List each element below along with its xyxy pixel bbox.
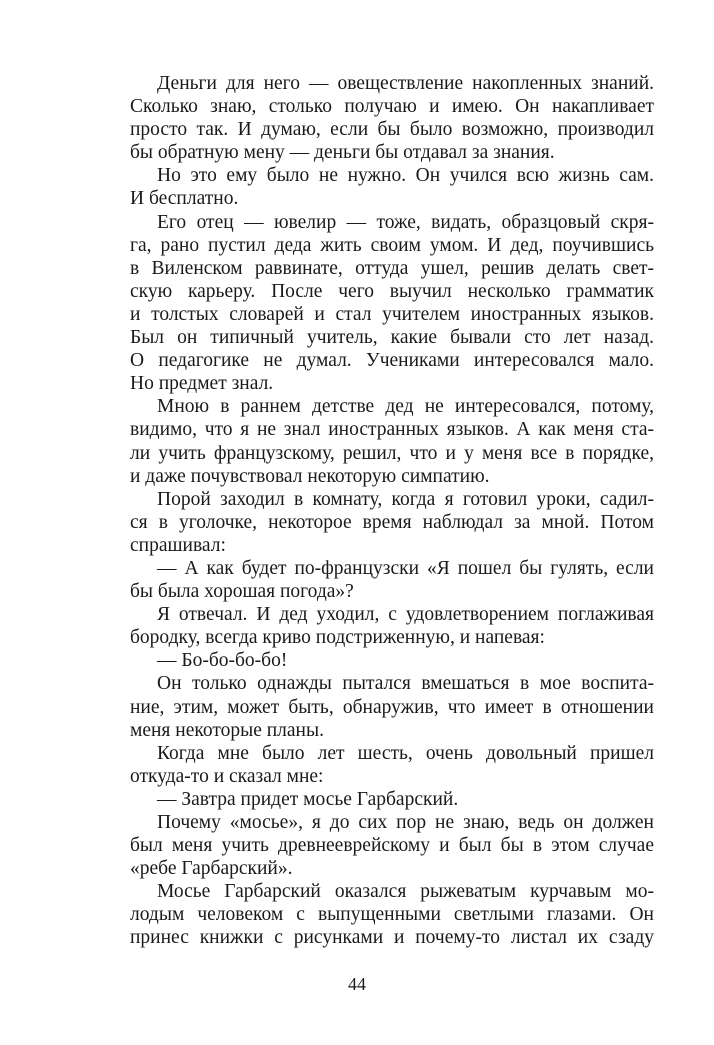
text-line: И бесплатно. <box>130 188 239 210</box>
text-line: «ребе Гарбарский». <box>130 858 293 880</box>
text-line: Когда мне было лет шесть, очень довольный пришел <box>157 742 654 764</box>
text-line: принес книжки с рисунками и почему-то листал их сзаду <box>130 927 654 949</box>
text-line: просто так. И думаю, если бы было возможно, производил <box>130 119 654 141</box>
paragraph <box>130 395 654 487</box>
text-line: ся в уголочке, некоторое время наблюдал за мной. Потом <box>130 511 654 533</box>
text-line: Был он типичный учитель, какие бывали сто лет назад. <box>130 327 654 349</box>
paragraph <box>130 880 654 949</box>
paragraph <box>130 72 654 164</box>
text-line: бы обратную мену — деньги бы отдавал за знания. <box>130 142 555 164</box>
paragraph <box>130 488 654 557</box>
text-line: Но это ему было не нужно. Он учился всю жизнь сам. <box>157 165 654 187</box>
text-line: Деньги для него — овеществление накопленных знаний. <box>157 73 654 94</box>
text-line: Порой заходил в комнату, когда я готовил уроки, садил- <box>157 488 654 510</box>
text-line: О педагогике не думал. Учениками интересовался мало. <box>130 350 654 372</box>
text-line: — Завтра придет мосье Гарбарский. <box>157 788 459 810</box>
paragraph <box>130 742 654 788</box>
text-line: Почему «мосье», я до сих пор не знаю, ведь он должен <box>157 812 654 833</box>
text-line: был меня учить древнееврейскому и был бы в этом случае <box>130 835 654 857</box>
text-line: — Бо-бо-бо-бо! <box>157 650 288 672</box>
page-number: 44 <box>348 974 366 994</box>
text-line: откуда-то и сказал мне: <box>130 765 324 787</box>
paragraph <box>130 788 654 811</box>
text-line: бы была хорошая погода»? <box>130 581 354 603</box>
text-line: скую карьеру. После чего выучил несколько грамматик <box>130 280 654 302</box>
paragraph <box>130 649 654 672</box>
paragraph <box>130 603 654 649</box>
text-line: Мною в раннем детстве дед не интересовался, потому, <box>157 396 654 418</box>
paragraph <box>130 811 654 880</box>
text-line: ли учить французскому, решил, что и у меня все в порядке, <box>130 442 654 464</box>
text-line: Его отец — ювелир — тоже, видать, образцовый скря- <box>157 211 654 233</box>
text-line: ние, этим, может быть, обнаружив, что имеет в отношении <box>130 696 654 718</box>
text-line: бородку, всегда криво подстриженную, и напевая: <box>130 627 545 649</box>
text-line: Сколько знаю, столько получаю и имею. Он накапливает <box>130 96 654 118</box>
text-line: Мосье Гарбарский оказался рыжеватым курчавым мо- <box>157 881 654 903</box>
text-line: и толстых словарей и стал учителем иностранных языков. <box>130 303 654 325</box>
text-line: в Виленском раввинате, оттуда ушел, решив делать свет- <box>130 257 654 279</box>
text-line: Он только однажды пытался вмешаться в мое воспита- <box>157 673 654 695</box>
paragraph <box>130 672 654 741</box>
paragraph <box>130 557 654 603</box>
text-line: лодым человеком с выпущенными светлыми глазами. Он <box>130 904 654 926</box>
text-line: и даже почувствовал некоторую симпатию. <box>130 465 490 487</box>
paragraph <box>130 211 654 396</box>
text-line: видимо, что я не знал иностранных языков. А как меня ста- <box>130 419 654 441</box>
text-line: — А как будет по-французски «Я пошел бы гулять, если <box>157 557 654 579</box>
text-line: Но предмет знал. <box>130 373 274 395</box>
text-line: га, рано пустил деда жить своим умом. И дед, поучившись <box>130 234 654 256</box>
body-text <box>130 72 654 950</box>
text-line: меня некоторые планы. <box>130 719 324 741</box>
paragraph <box>130 164 654 210</box>
text-line: Я отвечал. И дед уходил, с удовлетворением поглаживая <box>157 604 654 626</box>
text-line: спрашивал: <box>130 534 226 556</box>
